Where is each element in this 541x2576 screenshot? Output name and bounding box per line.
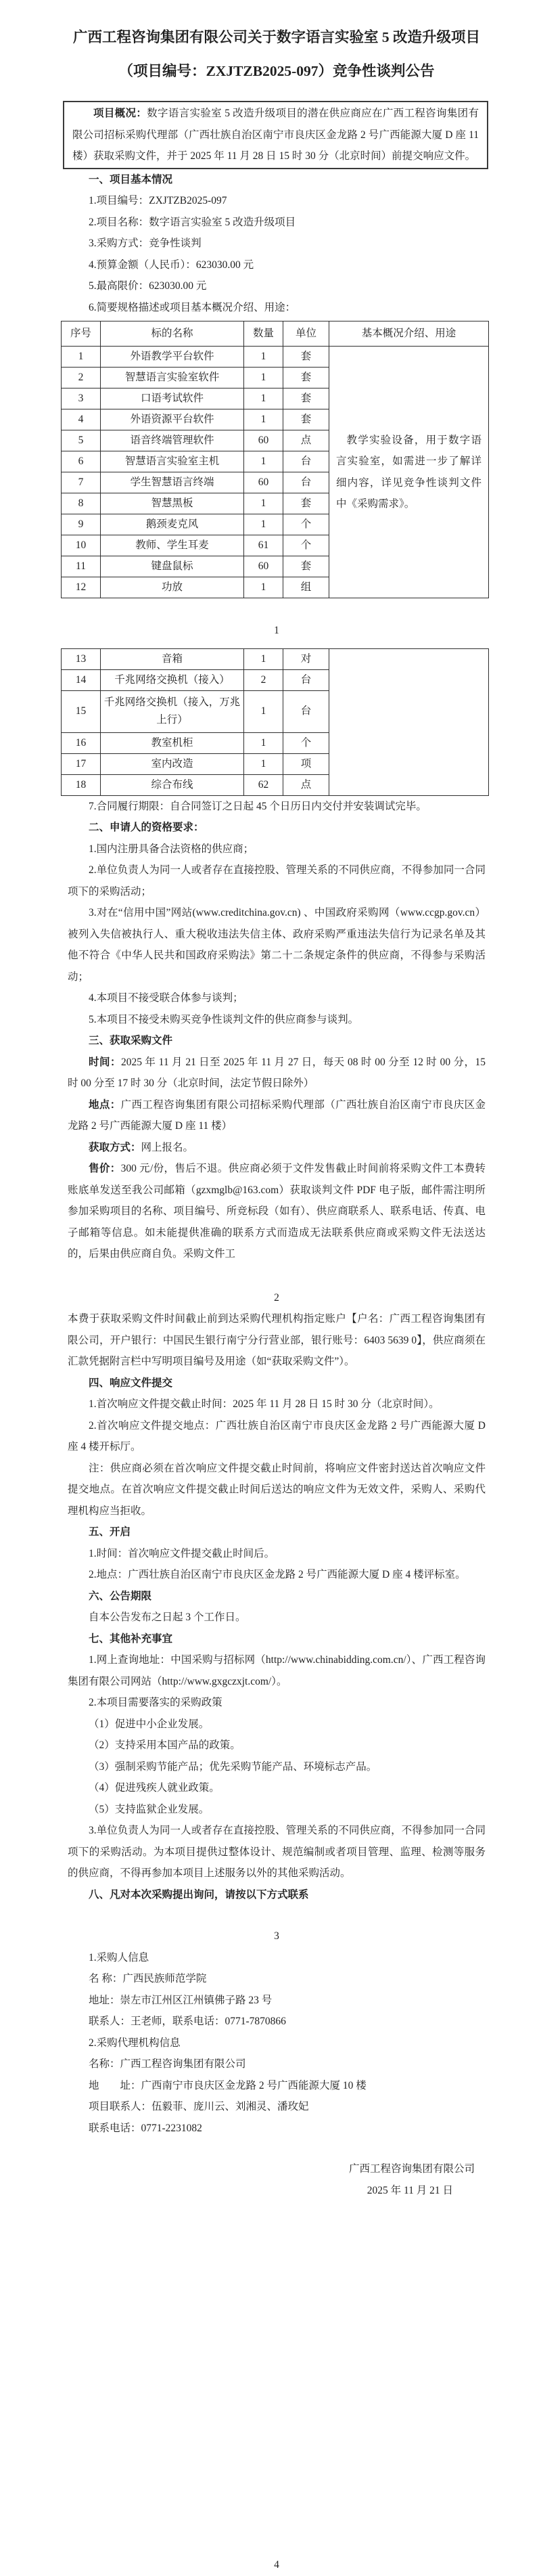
opening-item: 1.时间：首次响应文件提交截止时间后。 [89, 1547, 275, 1559]
cell-seq: 6 [62, 451, 101, 472]
cell-qty: 1 [244, 368, 283, 388]
purchaser-address: 地址：崇左市江州区江州镇佛子路 23 号 [89, 1994, 273, 2006]
cell-qty: 60 [244, 472, 283, 493]
cell-item-name: 智慧语言实验室主机 [101, 451, 244, 472]
cell-seq: 17 [62, 753, 101, 774]
section6-heading: 六、公告期限 [89, 1590, 152, 1602]
signature-date: 2025 年 11 月 21 日 [367, 2184, 453, 2196]
policy-item: （4）促进残疾人就业政策。 [89, 1782, 220, 1794]
cell-qty: 1 [244, 732, 283, 753]
cell-item-name: 千兆网络交换机（接入） [101, 669, 244, 690]
cell-unit: 套 [283, 388, 329, 409]
time-text: 2025 年 11 月 21 日至 2025 年 11 月 27 日，每天 08 时 00 分至 12 时 00 分，15 时 00 分至 17 时 30 分（北京时间，法定节假日除外） [68, 1056, 486, 1089]
cell-item-name: 外语资源平台软件 [101, 409, 244, 430]
cell-item-name: 口语考试软件 [101, 388, 244, 409]
para-project-number: 1.项目编号：ZXJTZB2025-097 [89, 195, 227, 206]
page-number-1: 1 [274, 625, 279, 636]
section4-heading: 四、响应文件提交 [89, 1377, 173, 1389]
policy-item: （5）支持监狱企业发展。 [89, 1803, 210, 1815]
cell-item-name: 功放 [101, 577, 244, 598]
cell-seq: 10 [62, 535, 101, 556]
cell-seq: 15 [62, 690, 101, 732]
para-spec-intro: 6.简要规格描述或项目基本概况介绍、用途： [89, 301, 296, 313]
cell-item-name: 学生智慧语言终端 [101, 472, 244, 493]
para-procurement-method: 3.采购方式：竞争性谈判 [89, 238, 202, 249]
cell-qty: 1 [244, 648, 283, 669]
cell-item-name: 千兆网络交换机（接入，万兆上行） [101, 690, 244, 732]
section8-heading: 八、凡对本次采购提出询问，请按以下方式联系 [89, 1888, 309, 1901]
goods-table-page2 [61, 648, 489, 796]
cell-qty: 60 [244, 430, 283, 451]
para-max-price: 5.最高限价：623030.00 元 [89, 280, 207, 292]
cell-unit: 对 [283, 648, 329, 669]
cell-item-name: 语音终端管理软件 [101, 430, 244, 451]
method-label: 获取方式： [89, 1141, 141, 1153]
page-number-3: 3 [274, 1930, 279, 1942]
para-doc-time [68, 1052, 486, 1094]
response-note: 注：供应商必须在首次响应文件提交截止时间前，将响应文件密封送达首次响应文件提交地点。在首次响应文件提交截止时间后送达的响应文件为无效文件，采购人、采购代理机构应当拒收。 [68, 1462, 486, 1517]
cell-qty: 1 [244, 388, 283, 409]
cell-unit: 点 [283, 774, 329, 795]
purchaser-name: 名 称：广西民族师范学院 [89, 1973, 207, 1984]
cell-item-name: 智慧黑板 [101, 493, 244, 514]
supplement-item: 3.单位负责人为同一人或者存在直接控股、管理关系的不同供应商，不得参加同一合同项下的采购活动。为本项目提供过整体设计、规范编制或者项目管理、监理、检测等服务的供应商，不得再参加本项目上述服务以外的其他采购活动。 [68, 1825, 486, 1879]
price-label: 售价： [89, 1163, 121, 1174]
cell-qty: 2 [244, 669, 283, 690]
cell-item-name: 教师、学生耳麦 [101, 535, 244, 556]
cell-unit: 个 [283, 535, 329, 556]
cell-qty: 1 [244, 409, 283, 430]
cell-item-name: 综合布线 [101, 774, 244, 795]
cell-seq: 9 [62, 514, 101, 535]
cell-seq: 14 [62, 669, 101, 690]
page-number-2: 2 [274, 1291, 279, 1304]
cell-seq: 13 [62, 648, 101, 669]
cell-unit: 点 [283, 430, 329, 451]
cell-seq: 3 [62, 388, 101, 409]
cell-qty: 60 [244, 556, 283, 577]
para-contract-period: 7.合同履行期限：自合同签订之日起 45 个日历日内交付并安装调试完毕。 [89, 800, 427, 812]
document-title [68, 20, 486, 88]
time-label: 时间： [89, 1056, 121, 1068]
cell-seq: 2 [62, 368, 101, 388]
agency-phone: 联系电话：0771-2231082 [89, 2122, 202, 2134]
cell-qty: 1 [244, 347, 283, 368]
para-budget-amount: 4.预算金额（人民币）：623030.00 元 [89, 259, 254, 271]
cell-unit: 台 [283, 451, 329, 472]
overview-label: 项目概况： [93, 108, 147, 119]
cell-unit: 台 [283, 472, 329, 493]
policy-item: （2）支持采用本国产品的政策。 [89, 1739, 241, 1751]
cell-seq: 4 [62, 409, 101, 430]
place-label: 地点： [89, 1098, 121, 1111]
header-item-name: 标的名称 [101, 321, 244, 347]
section1-heading: 一、项目基本情况 [89, 173, 173, 185]
header-unit: 单位 [283, 321, 329, 347]
section5-heading: 五、开启 [89, 1526, 131, 1538]
table-row [62, 648, 489, 669]
goods-table-page1 [61, 321, 489, 598]
para-doc-method [68, 1137, 486, 1159]
header-seq: 序号 [62, 321, 101, 347]
para-doc-price-part2: 本费于获取采购文件时间截止前到达采购代理机构指定账户【户名：广西工程咨询集团有限公司，开户银行：中国民生银行南宁分行营业部，银行账号：6403 5639 0】，供应商须在汇款凭据附言栏中写明项目编号及用途（如“获取采购文件”）。 [68, 1313, 486, 1367]
cell-qty: 1 [244, 493, 283, 514]
agency-address: 地 址：广西南宁市良庆区金龙路 2 号广西能源大厦 10 楼 [89, 2079, 367, 2091]
response-item: 1.首次响应文件提交截止时间：2025 年 11 月 28 日 15 时 30 分（北京时间）。 [89, 1398, 440, 1410]
cell-unit: 套 [283, 368, 329, 388]
goods-table-page1-body [62, 347, 489, 598]
cell-unit: 套 [283, 556, 329, 577]
cell-unit: 组 [283, 577, 329, 598]
purchaser-contact: 联系人：王老师，联系电话：0771-7870866 [89, 2016, 286, 2027]
cell-seq: 12 [62, 577, 101, 598]
table-header-row [62, 321, 489, 347]
qualification-item: 5.本项目不接受未购买竞争性谈判文件的供应商参与谈判。 [89, 1013, 359, 1025]
cell-qty: 1 [244, 451, 283, 472]
price-text-part1: 300 元/份，售后不退。供应商必须于文件发售截止时间前将采购文件工本费转账底单发送至我公司邮箱（gzxmglb@163.com）获取谈判文件 PDF 电子版，邮件需注明所参加采购项目的名称、项目编号、所竞标段（如有）、供应商联系人、联系电话、传真、电子邮箱等信息。如未能提供准确的联系方式而造成无法联系供应商或采购文件无法送达的，后果由供应商自负。采购文件工 [68, 1163, 486, 1260]
title-line-2: （项目编号：ZXJTZB2025-097）竞争性谈判公告 [118, 63, 435, 79]
agency-contact: 项目联系人：伍毅菲、庞川云、刘湘灵、潘玫妃 [89, 2101, 309, 2112]
method-text: 网上报名。 [141, 1141, 194, 1153]
cell-description [329, 648, 489, 795]
section7-heading: 七、其他补充事宜 [89, 1633, 173, 1645]
qualification-item: 1.国内注册具备合法资格的供应商； [89, 843, 254, 855]
supplement-item: 1.网上查询地址：中国采购与招标网（http://www.chinabidding.com.cn/）、广西工程咨询集团有限公司网站（http://www.gxgczxjt.com/）。 [68, 1654, 486, 1687]
cell-seq: 1 [62, 347, 101, 368]
qualification-item: 3.对在“信用中国”网站(www.creditchina.gov.cn) 、中国政府采购网（www.ccgp.gov.cn）被列入失信被执行人、重大税收违法失信主体、政府采购严重违法失信行为记录名单及其他不符合《中华人民共和国政府采购法》第二十二条规定条件的供应商，不得参与采购活动； [68, 907, 486, 983]
cell-item-name: 室内改造 [101, 753, 244, 774]
cell-unit: 个 [283, 514, 329, 535]
cell-item-name: 智慧语言实验室软件 [101, 368, 244, 388]
cell-item-name: 教室机柜 [101, 732, 244, 753]
header-description: 基本概况介绍、用途 [329, 321, 489, 347]
header-qty: 数量 [244, 321, 283, 347]
cell-item-name: 键盘鼠标 [101, 556, 244, 577]
cell-item-name: 鹅颈麦克风 [101, 514, 244, 535]
cell-unit: 台 [283, 690, 329, 732]
qualification-item: 2.单位负责人为同一人或者存在直接控股、管理关系的不同供应商，不得参加同一合同项下的采购活动； [68, 864, 486, 897]
announcement-period: 自本公告发布之日起 3 个工作日。 [89, 1612, 246, 1623]
cell-seq: 16 [62, 732, 101, 753]
cell-seq: 8 [62, 493, 101, 514]
para-doc-price-part1 [68, 1158, 486, 1265]
cell-qty: 1 [244, 514, 283, 535]
response-item: 2.首次响应文件提交地点：广西壮族自治区南宁市良庆区金龙路 2 号广西能源大厦 D 座 4 楼开标厅。 [68, 1419, 486, 1452]
signature-company: 广西工程咨询集团有限公司 [348, 2163, 475, 2175]
qualification-item: 4.本项目不接受联合体参与谈判； [89, 992, 243, 1004]
cell-unit: 项 [283, 753, 329, 774]
cell-seq: 5 [62, 430, 101, 451]
signature-block [68, 2158, 486, 2201]
cell-unit: 套 [283, 347, 329, 368]
place-text: 广西工程咨询集团有限公司招标采购代理部（广西壮族自治区南宁市良庆区金龙路 2 号广西能源大厦 D 座 11 楼） [68, 1098, 486, 1132]
para-doc-place [68, 1094, 486, 1137]
purchaser-heading: 1.采购人信息 [89, 1951, 149, 1963]
title-line-1: 广西工程咨询集团有限公司关于数字语言实验室 5 改造升级项目 [72, 29, 480, 45]
cell-unit: 套 [283, 493, 329, 514]
cell-qty: 62 [244, 774, 283, 795]
supplement-item: 2.本项目需要落实的采购政策 [89, 1697, 222, 1708]
policy-item: （3）强制采购节能产品；优先采购节能产品、环境标志产品。 [89, 1760, 377, 1773]
cell-seq: 7 [62, 472, 101, 493]
cell-qty: 1 [244, 690, 283, 732]
cell-item-name: 外语教学平台软件 [101, 347, 244, 368]
agency-name: 名称：广西工程咨询集团有限公司 [89, 2058, 246, 2070]
agency-heading: 2.采购代理机构信息 [89, 2037, 181, 2049]
project-overview-box [63, 101, 488, 169]
opening-item: 2.地点：广西壮族自治区南宁市良庆区金龙路 2 号广西能源大厦 D 座 4 楼评标室。 [89, 1569, 466, 1580]
table-row [62, 347, 489, 368]
cell-description: 教学实验设备，用于数字语言实验室，如需进一步了解详细内容，详见竞争性谈判文件中《采购需求》。 [329, 347, 489, 598]
cell-item-name: 音箱 [101, 648, 244, 669]
cell-qty: 61 [244, 535, 283, 556]
para-project-name: 2.项目名称：数字语言实验室 5 改造升级项目 [89, 216, 296, 228]
section2-heading: 二、申请人的资格要求： [89, 822, 204, 833]
cell-unit: 台 [283, 669, 329, 690]
overview-text: 数字语言实验室 5 改造升级项目的潜在供应商应在广西工程咨询集团有限公司招标采购代理部（广西壮族自治区南宁市良庆区金龙路 2 号广西能源大厦 D 座 11 楼）获取采购文件，并于 2025 年 11 月 28 日 15 时 30 分（北京时间）前提交响应文件。 [72, 108, 479, 162]
cell-seq: 18 [62, 774, 101, 795]
policy-item: （1）促进中小企业发展。 [89, 1718, 210, 1730]
section3-heading: 三、获取采购文件 [89, 1035, 173, 1046]
page-number-4: 4 [274, 2559, 279, 2571]
project-overview-paragraph [72, 103, 479, 167]
cell-qty: 1 [244, 753, 283, 774]
cell-unit: 套 [283, 409, 329, 430]
goods-table-page2-body [62, 648, 489, 795]
cell-unit: 个 [283, 732, 329, 753]
cell-qty: 1 [244, 577, 283, 598]
cell-seq: 11 [62, 556, 101, 577]
